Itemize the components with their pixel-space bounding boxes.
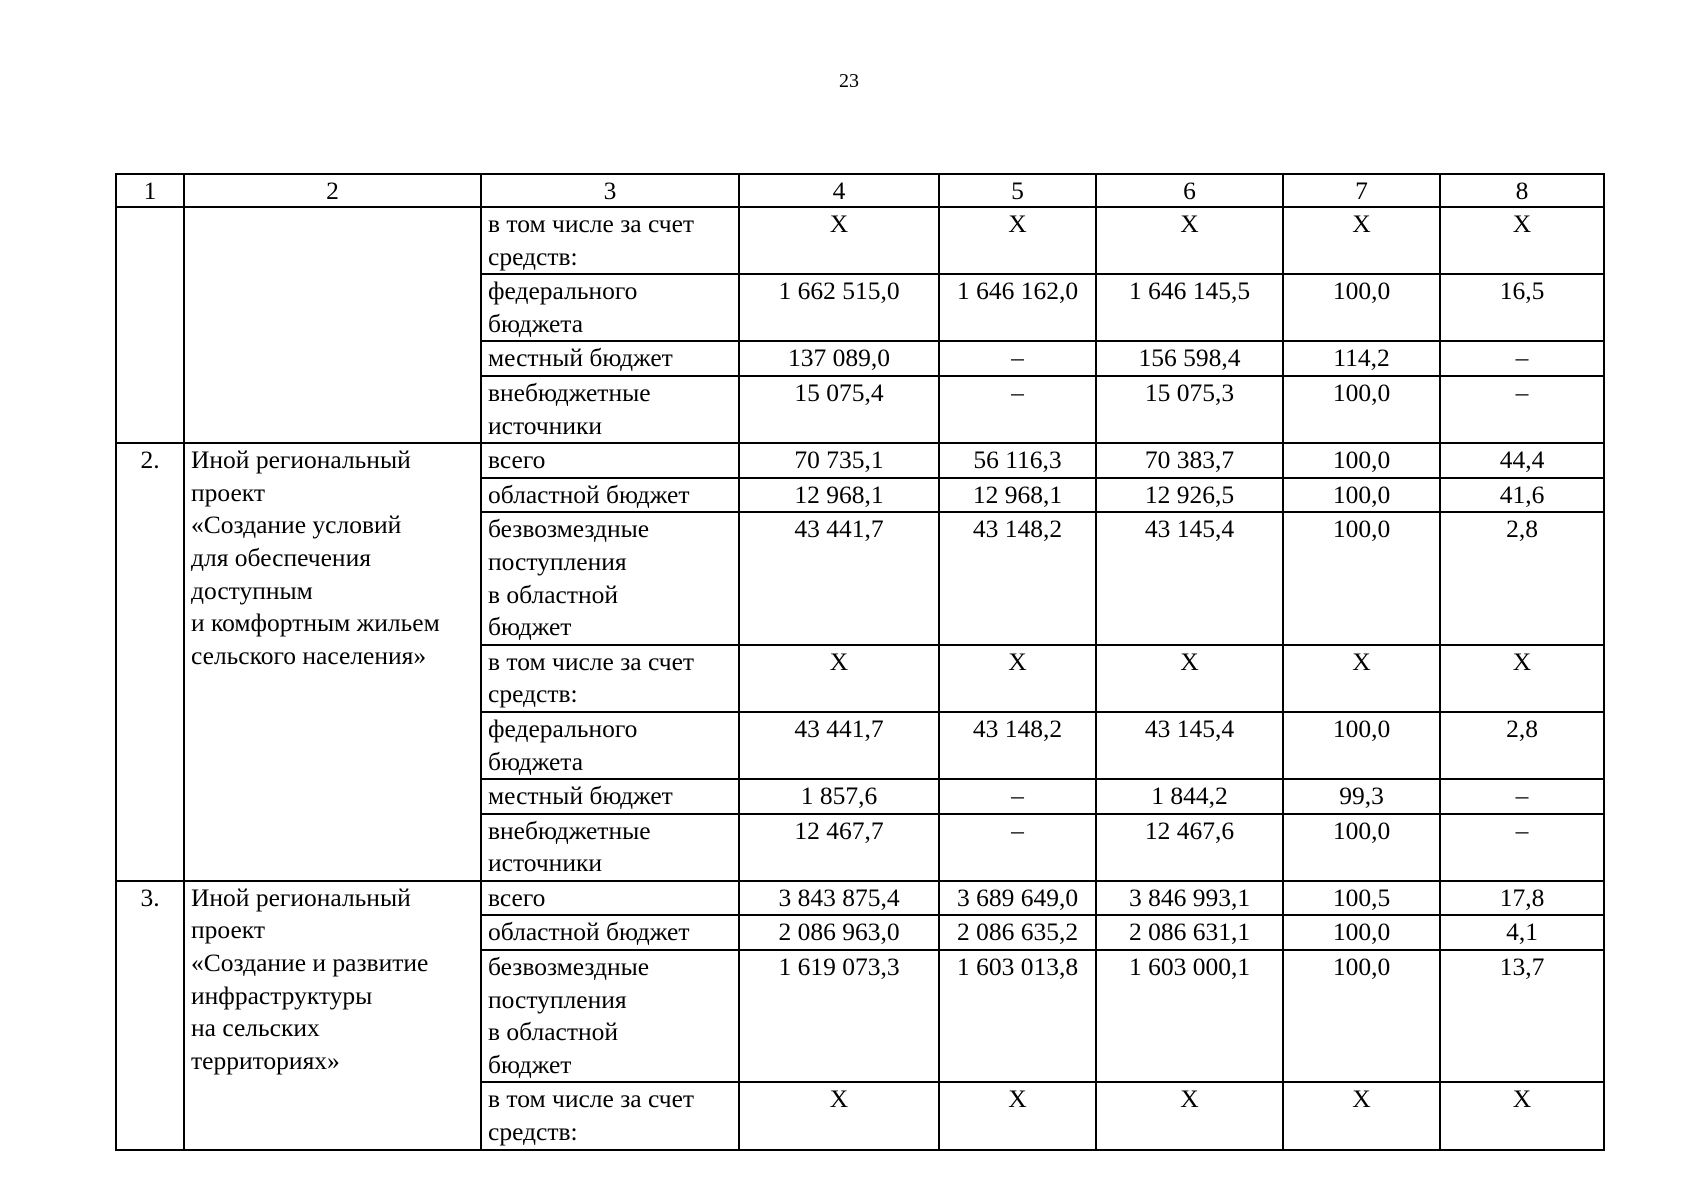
- source-line: федерального: [488, 276, 638, 306]
- value-cell: 3 689 649,0: [939, 881, 1096, 916]
- value-cell: Х: [1283, 1082, 1440, 1149]
- source-line: в областной: [488, 579, 619, 609]
- source-cell: [481, 512, 739, 644]
- value-cell: 12 968,1: [939, 478, 1096, 513]
- table-row: [116, 443, 1604, 478]
- value-cell: 43 145,4: [1096, 512, 1283, 644]
- project-name-line: Иной региональный: [191, 882, 411, 912]
- value-cell: 99,3: [1283, 779, 1440, 814]
- source-line: всего: [488, 882, 546, 912]
- value-cell: 100,0: [1283, 712, 1440, 779]
- value-cell: 44,4: [1440, 443, 1604, 478]
- value-cell: 43 441,7: [739, 512, 939, 644]
- source-line: источники: [488, 410, 603, 440]
- source-cell: [481, 1082, 739, 1149]
- value-cell: Х: [1283, 645, 1440, 712]
- project-name: [184, 881, 481, 1150]
- value-cell: 156 598,4: [1096, 341, 1283, 376]
- project-name-line: «Создание и развитие: [191, 948, 429, 978]
- value-cell: 41,6: [1440, 478, 1604, 513]
- source-cell: [481, 814, 739, 881]
- value-cell: 43 148,2: [939, 512, 1096, 644]
- value-cell: 2,8: [1440, 512, 1604, 644]
- source-cell: [481, 915, 739, 950]
- source-line: областной бюджет: [488, 917, 690, 947]
- source-cell: [481, 712, 739, 779]
- value-cell: 70 735,1: [739, 443, 939, 478]
- value-cell: 1 857,6: [739, 779, 939, 814]
- source-cell: [481, 478, 739, 513]
- value-cell: –: [939, 779, 1096, 814]
- column-number: 2: [184, 174, 481, 207]
- source-line: бюджета: [488, 308, 584, 338]
- source-line: в областной: [488, 1017, 619, 1047]
- source-line: местный бюджет: [488, 781, 673, 811]
- value-cell: 100,0: [1283, 478, 1440, 513]
- project-name-line: для обеспечения: [191, 542, 371, 572]
- source-line: средств:: [488, 1117, 578, 1147]
- name-cell: [184, 207, 481, 443]
- project-name-line: территориях»: [191, 1045, 340, 1075]
- source-line: безвозмездные: [488, 514, 650, 544]
- source-line: бюджет: [488, 612, 572, 642]
- value-cell: Х: [1096, 645, 1283, 712]
- source-cell: [481, 341, 739, 376]
- value-cell: 100,0: [1283, 443, 1440, 478]
- value-cell: 1 662 515,0: [739, 274, 939, 341]
- value-cell: 43 145,4: [1096, 712, 1283, 779]
- value-cell: Х: [739, 1082, 939, 1149]
- column-number: 8: [1440, 174, 1604, 207]
- budget-execution-table: [115, 173, 1605, 1151]
- source-line: в том числе за счет: [488, 209, 695, 238]
- source-line: внебюджетные: [488, 815, 651, 845]
- value-cell: 2 086 963,0: [739, 915, 939, 950]
- source-cell: [481, 274, 739, 341]
- value-cell: Х: [1440, 645, 1604, 712]
- source-cell: [481, 779, 739, 814]
- value-cell: 43 148,2: [939, 712, 1096, 779]
- column-number: 4: [739, 174, 939, 207]
- project-number: 2.: [116, 443, 184, 881]
- value-cell: –: [939, 341, 1096, 376]
- source-cell: [481, 950, 739, 1082]
- column-number: 3: [481, 174, 739, 207]
- source-line: средств:: [488, 241, 578, 271]
- source-line: источники: [488, 848, 603, 878]
- value-cell: 100,5: [1283, 881, 1440, 916]
- value-cell: Х: [939, 1082, 1096, 1149]
- source-line: бюджет: [488, 1049, 572, 1079]
- project-name: [184, 443, 481, 881]
- value-cell: 43 441,7: [739, 712, 939, 779]
- project-name-line: сельского населения»: [191, 640, 427, 670]
- value-cell: –: [1440, 341, 1604, 376]
- source-line: бюджета: [488, 746, 584, 776]
- value-cell: 1 646 162,0: [939, 274, 1096, 341]
- source-cell: [481, 207, 739, 274]
- value-cell: 100,0: [1283, 915, 1440, 950]
- value-cell: 13,7: [1440, 950, 1604, 1082]
- value-cell: Х: [939, 207, 1096, 274]
- table-row: [116, 207, 1604, 274]
- value-cell: 114,2: [1283, 341, 1440, 376]
- source-line: поступления: [488, 984, 627, 1014]
- value-cell: Х: [739, 207, 939, 274]
- value-cell: Х: [1440, 207, 1604, 274]
- value-cell: 100,0: [1283, 274, 1440, 341]
- number-cell: [116, 207, 184, 443]
- value-cell: –: [1440, 779, 1604, 814]
- value-cell: 15 075,4: [739, 376, 939, 443]
- value-cell: Х: [1096, 1082, 1283, 1149]
- value-cell: 100,0: [1283, 950, 1440, 1082]
- source-cell: [481, 645, 739, 712]
- source-line: в том числе за счет: [488, 1084, 695, 1114]
- source-line: безвозмездные: [488, 952, 650, 982]
- value-cell: 70 383,7: [1096, 443, 1283, 478]
- project-name-line: Иной региональный: [191, 445, 411, 475]
- project-name-line: инфраструктуры: [191, 980, 373, 1010]
- value-cell: 100,0: [1283, 512, 1440, 644]
- value-cell: Х: [739, 645, 939, 712]
- project-name-line: на сельских: [191, 1013, 320, 1043]
- value-cell: 1 603 013,8: [939, 950, 1096, 1082]
- value-cell: 1 619 073,3: [739, 950, 939, 1082]
- project-name-line: и комфортным жильем: [191, 608, 440, 638]
- value-cell: 1 844,2: [1096, 779, 1283, 814]
- value-cell: 1 646 145,5: [1096, 274, 1283, 341]
- source-cell: [481, 881, 739, 916]
- value-cell: Х: [1283, 207, 1440, 274]
- project-name-line: доступным: [191, 575, 313, 605]
- value-cell: –: [1440, 376, 1604, 443]
- value-cell: 16,5: [1440, 274, 1604, 341]
- source-line: федерального: [488, 713, 638, 743]
- column-number: 7: [1283, 174, 1440, 207]
- value-cell: Х: [1096, 207, 1283, 274]
- source-line: областной бюджет: [488, 479, 690, 509]
- value-cell: 1 603 000,1: [1096, 950, 1283, 1082]
- value-cell: –: [1440, 814, 1604, 881]
- value-cell: 2 086 635,2: [939, 915, 1096, 950]
- source-cell: [481, 376, 739, 443]
- value-cell: 2 086 631,1: [1096, 915, 1283, 950]
- source-line: всего: [488, 445, 546, 475]
- source-line: в том числе за счет: [488, 646, 695, 676]
- value-cell: Х: [939, 645, 1096, 712]
- value-cell: –: [939, 376, 1096, 443]
- value-cell: Х: [1440, 1082, 1604, 1149]
- page-number: 23: [839, 70, 859, 92]
- project-number: 3.: [116, 881, 184, 1150]
- value-cell: 3 846 993,1: [1096, 881, 1283, 916]
- column-number: 6: [1096, 174, 1283, 207]
- value-cell: 15 075,3: [1096, 376, 1283, 443]
- value-cell: –: [939, 814, 1096, 881]
- value-cell: 100,0: [1283, 376, 1440, 443]
- source-line: местный бюджет: [488, 343, 673, 373]
- value-cell: 12 467,7: [739, 814, 939, 881]
- column-number-row: [116, 174, 1604, 207]
- source-line: средств:: [488, 679, 578, 709]
- source-line: внебюджетные: [488, 377, 651, 407]
- value-cell: 100,0: [1283, 814, 1440, 881]
- table-row: [116, 881, 1604, 916]
- source-cell: [481, 443, 739, 478]
- value-cell: 3 843 875,4: [739, 881, 939, 916]
- column-number: 1: [116, 174, 184, 207]
- project-name-line: проект: [191, 915, 265, 945]
- value-cell: 12 926,5: [1096, 478, 1283, 513]
- value-cell: 12 467,6: [1096, 814, 1283, 881]
- table-body: [116, 174, 1604, 1150]
- project-name-line: проект: [191, 477, 265, 507]
- value-cell: 56 116,3: [939, 443, 1096, 478]
- value-cell: 12 968,1: [739, 478, 939, 513]
- value-cell: 4,1: [1440, 915, 1604, 950]
- value-cell: 137 089,0: [739, 341, 939, 376]
- source-line: поступления: [488, 546, 627, 576]
- column-number: 5: [939, 174, 1096, 207]
- value-cell: 17,8: [1440, 881, 1604, 916]
- value-cell: 2,8: [1440, 712, 1604, 779]
- project-name-line: «Создание условий: [191, 510, 402, 540]
